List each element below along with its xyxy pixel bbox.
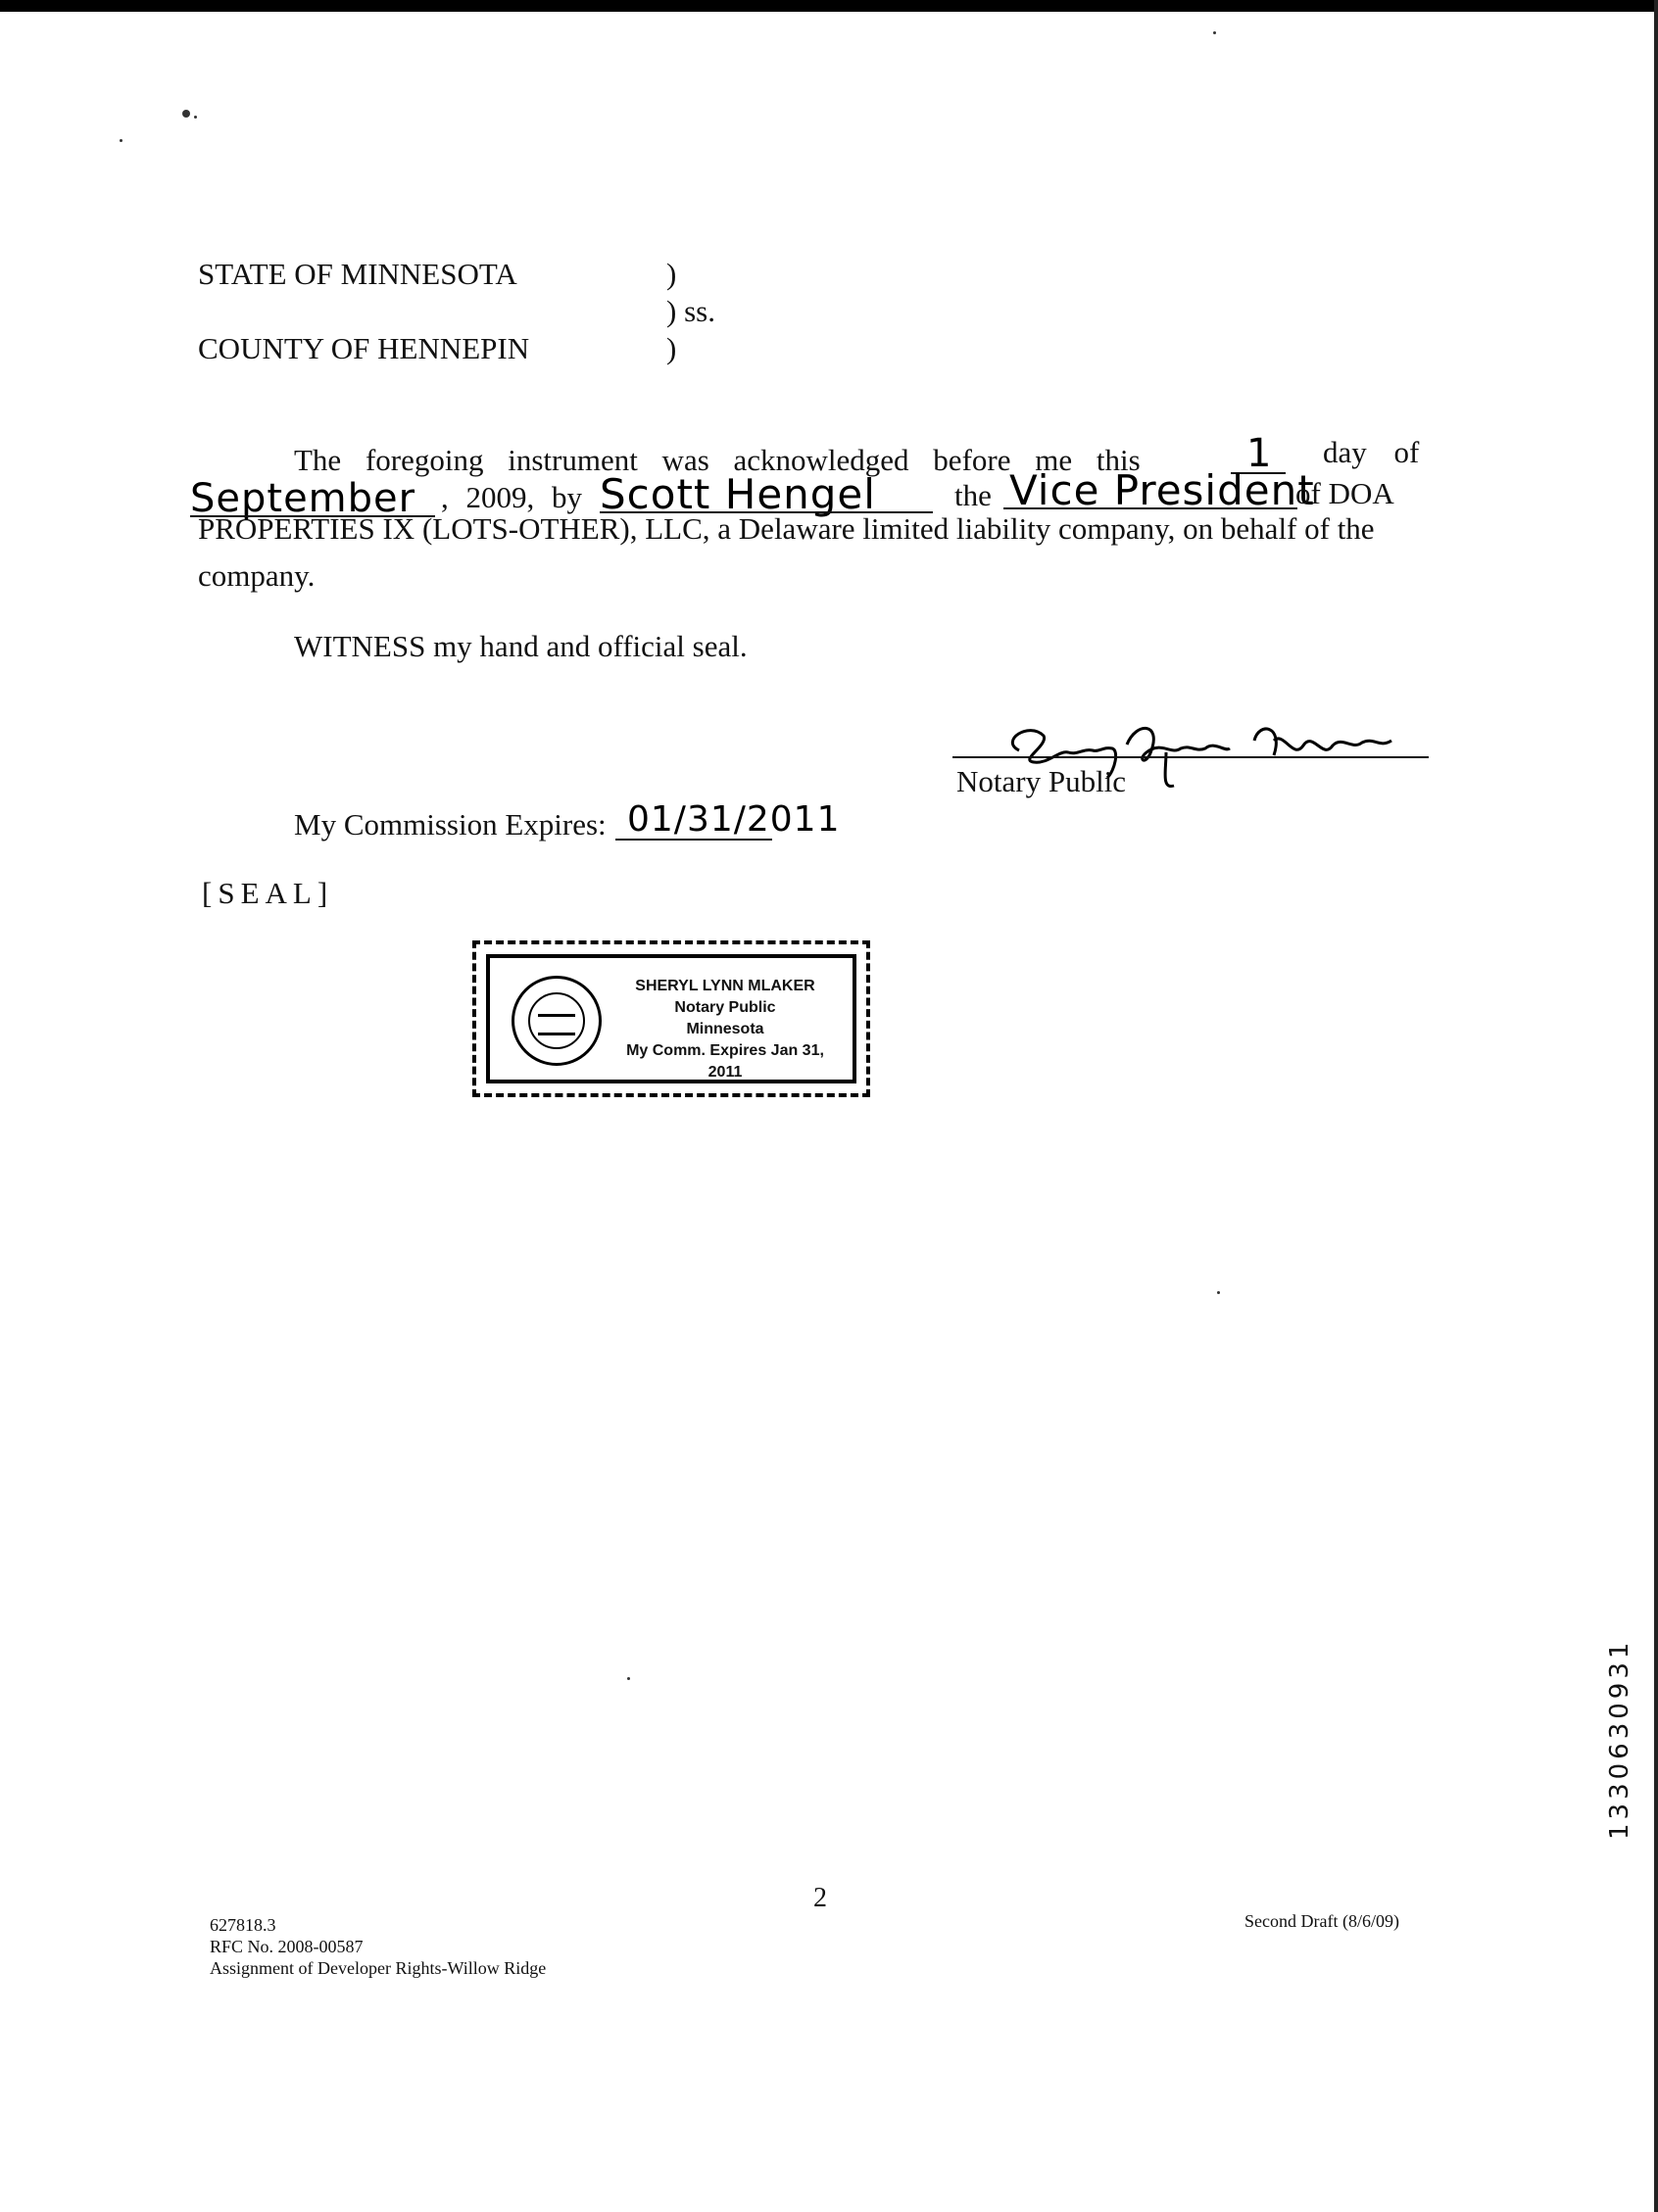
ack-line4: company. xyxy=(198,558,316,593)
month-handwritten: September xyxy=(190,476,416,521)
seal-emblem xyxy=(538,1014,575,1035)
commission-date-handwritten: 01/31/2011 xyxy=(627,799,841,840)
seal-label: [SEAL] xyxy=(202,876,334,910)
title-blank-line xyxy=(1003,507,1297,509)
scan-speck xyxy=(120,139,122,142)
title-handwritten: Vice President xyxy=(1009,466,1315,514)
venue-county: COUNTY OF HENNEPIN xyxy=(198,331,530,365)
signature-line xyxy=(952,756,1429,758)
ack-line3: PROPERTIES IX (LOTS-OTHER), LLC, a Delaware limited liability company, on behalf of the xyxy=(198,511,1375,546)
scan-right-edge xyxy=(1654,0,1658,2212)
scan-top-edge xyxy=(0,0,1658,12)
scan-speck xyxy=(627,1677,630,1680)
notary-public-label: Notary Public xyxy=(956,764,1127,798)
stamp-expires: My Comm. Expires Jan 31, 2011 xyxy=(626,1042,824,1081)
ack-the: the xyxy=(954,478,992,512)
stamp-state: Minnesota xyxy=(686,1021,764,1037)
scan-speck xyxy=(194,116,197,119)
footer-draft: Second Draft (8/6/09) xyxy=(1244,1911,1399,1931)
footer-title: Assignment of Developer Rights-Willow Ridge xyxy=(210,1958,547,1978)
page-number: 2 xyxy=(813,1883,827,1913)
venue-paren-1: ) xyxy=(666,257,677,291)
notary-stamp xyxy=(472,940,870,1097)
scan-speck xyxy=(182,110,190,118)
stamp-name: SHERYL LYNN MLAKER xyxy=(635,978,815,994)
scan-speck xyxy=(1217,1291,1220,1294)
footer-rfc: RFC No. 2008-00587 xyxy=(210,1937,364,1956)
venue-paren-ss: ) ss. xyxy=(666,294,715,328)
ack-day-of: day of xyxy=(1323,435,1420,469)
scan-speck xyxy=(1213,31,1216,34)
stamp-text-block xyxy=(608,976,843,1083)
ack-line1-text: The foregoing instrument was acknowledged before me this xyxy=(294,443,1141,477)
margin-doc-stamp: 1330630931 xyxy=(1605,1638,1634,1840)
venue-state: STATE OF MINNESOTA xyxy=(198,257,517,291)
stamp-border xyxy=(486,954,856,1083)
ack-of-doa: of DOA xyxy=(1295,476,1394,510)
state-seal-icon xyxy=(512,976,602,1066)
ack-year-by: , 2009, by xyxy=(441,480,582,514)
witness-line: WITNESS my hand and official seal. xyxy=(294,629,748,663)
day-handwritten: 1 xyxy=(1246,431,1273,476)
commission-label: My Commission Expires: xyxy=(294,807,607,842)
stamp-title: Notary Public xyxy=(674,999,776,1016)
name-handwritten: Scott Hengel xyxy=(600,470,876,518)
footer-doc-number: 627818.3 xyxy=(210,1915,276,1935)
venue-paren-3: ) xyxy=(666,331,677,365)
commission-blank-line xyxy=(615,839,772,841)
